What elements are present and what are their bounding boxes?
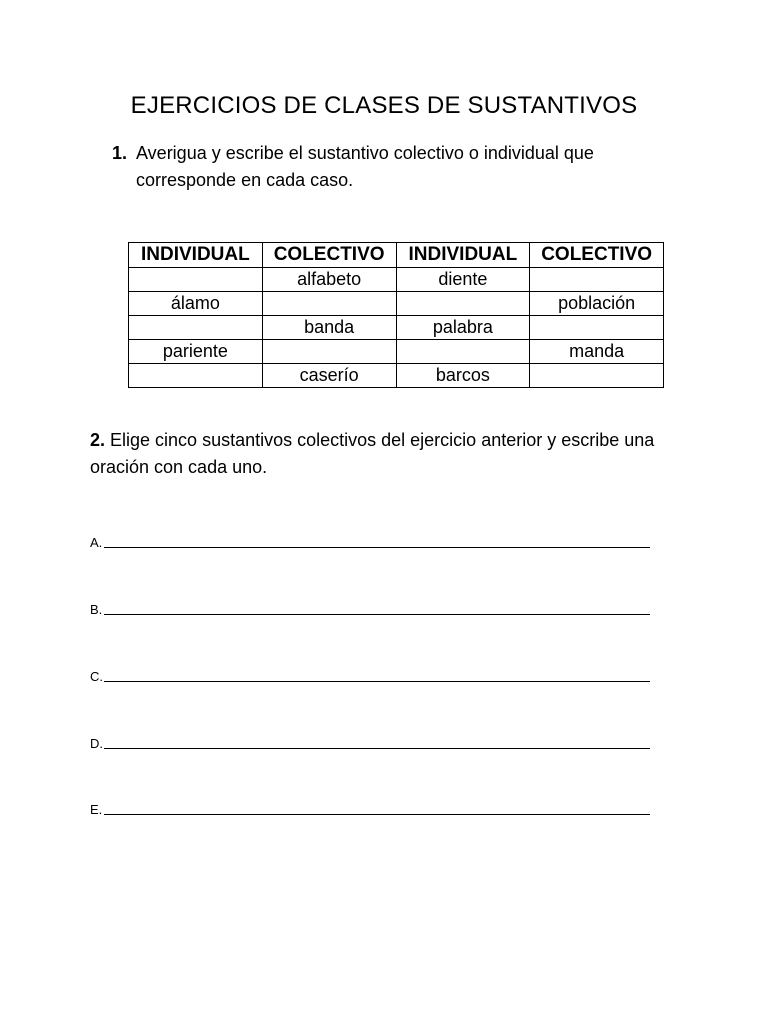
exercise-1-number: 1. bbox=[112, 143, 128, 163]
table-cell[interactable]: palabra bbox=[396, 316, 530, 340]
table-cell[interactable] bbox=[530, 364, 664, 388]
table-header: COLECTIVO bbox=[530, 243, 664, 268]
table-cell[interactable] bbox=[530, 268, 664, 292]
table-header: INDIVIDUAL bbox=[396, 243, 530, 268]
answer-label: A. bbox=[90, 535, 103, 550]
answer-line-a[interactable] bbox=[90, 530, 650, 550]
table-header: COLECTIVO bbox=[262, 243, 396, 268]
answer-label: B. bbox=[90, 602, 103, 617]
exercise-2-instruction: Elige cinco sustantivos colectivos del ejercicio anterior y escribe una oración con cada uno. bbox=[90, 430, 655, 477]
table-row bbox=[129, 340, 664, 364]
table-cell[interactable] bbox=[262, 292, 396, 316]
answer-rule bbox=[104, 748, 650, 749]
table-cell[interactable]: banda bbox=[262, 316, 396, 340]
answer-label: C. bbox=[90, 669, 103, 684]
answer-line-d[interactable] bbox=[90, 731, 650, 751]
page-title: EJERCICIOS DE CLASES DE SUSTANTIVOS bbox=[130, 92, 638, 119]
table-cell[interactable]: manda bbox=[530, 340, 664, 364]
answer-rule bbox=[104, 614, 650, 615]
answer-line-e[interactable] bbox=[90, 797, 650, 817]
table-cell[interactable]: alfabeto bbox=[262, 268, 396, 292]
answer-rule bbox=[104, 814, 650, 815]
table-header-row bbox=[129, 243, 664, 268]
noun-table bbox=[128, 242, 664, 388]
table-row bbox=[129, 268, 664, 292]
table-cell[interactable] bbox=[396, 340, 530, 364]
answer-label: E. bbox=[90, 802, 103, 817]
table-cell[interactable]: pariente bbox=[129, 340, 263, 364]
table-cell[interactable] bbox=[262, 340, 396, 364]
table-cell[interactable]: caserío bbox=[262, 364, 396, 388]
table-cell[interactable]: barcos bbox=[396, 364, 530, 388]
exercise-2 bbox=[90, 427, 670, 481]
answer-rule bbox=[104, 681, 650, 682]
table-cell[interactable] bbox=[129, 268, 263, 292]
table-cell[interactable]: diente bbox=[396, 268, 530, 292]
table-cell[interactable] bbox=[396, 292, 530, 316]
answer-line-b[interactable] bbox=[90, 597, 650, 617]
table-cell[interactable] bbox=[129, 316, 263, 340]
table-cell[interactable] bbox=[129, 364, 263, 388]
answer-label: D. bbox=[90, 736, 103, 751]
table-row bbox=[129, 292, 664, 316]
table-header: INDIVIDUAL bbox=[129, 243, 263, 268]
table-cell[interactable] bbox=[530, 316, 664, 340]
table-row bbox=[129, 316, 664, 340]
answer-line-c[interactable] bbox=[90, 664, 650, 684]
answer-rule bbox=[104, 547, 650, 548]
table-cell[interactable]: álamo bbox=[129, 292, 263, 316]
table-row bbox=[129, 364, 664, 388]
exercise-2-number: 2. bbox=[90, 430, 106, 450]
table-cell[interactable]: población bbox=[530, 292, 664, 316]
exercise-1-instruction: Averigua y escribe el sustantivo colectivo o individual que corresponde en cada caso. bbox=[136, 143, 594, 190]
